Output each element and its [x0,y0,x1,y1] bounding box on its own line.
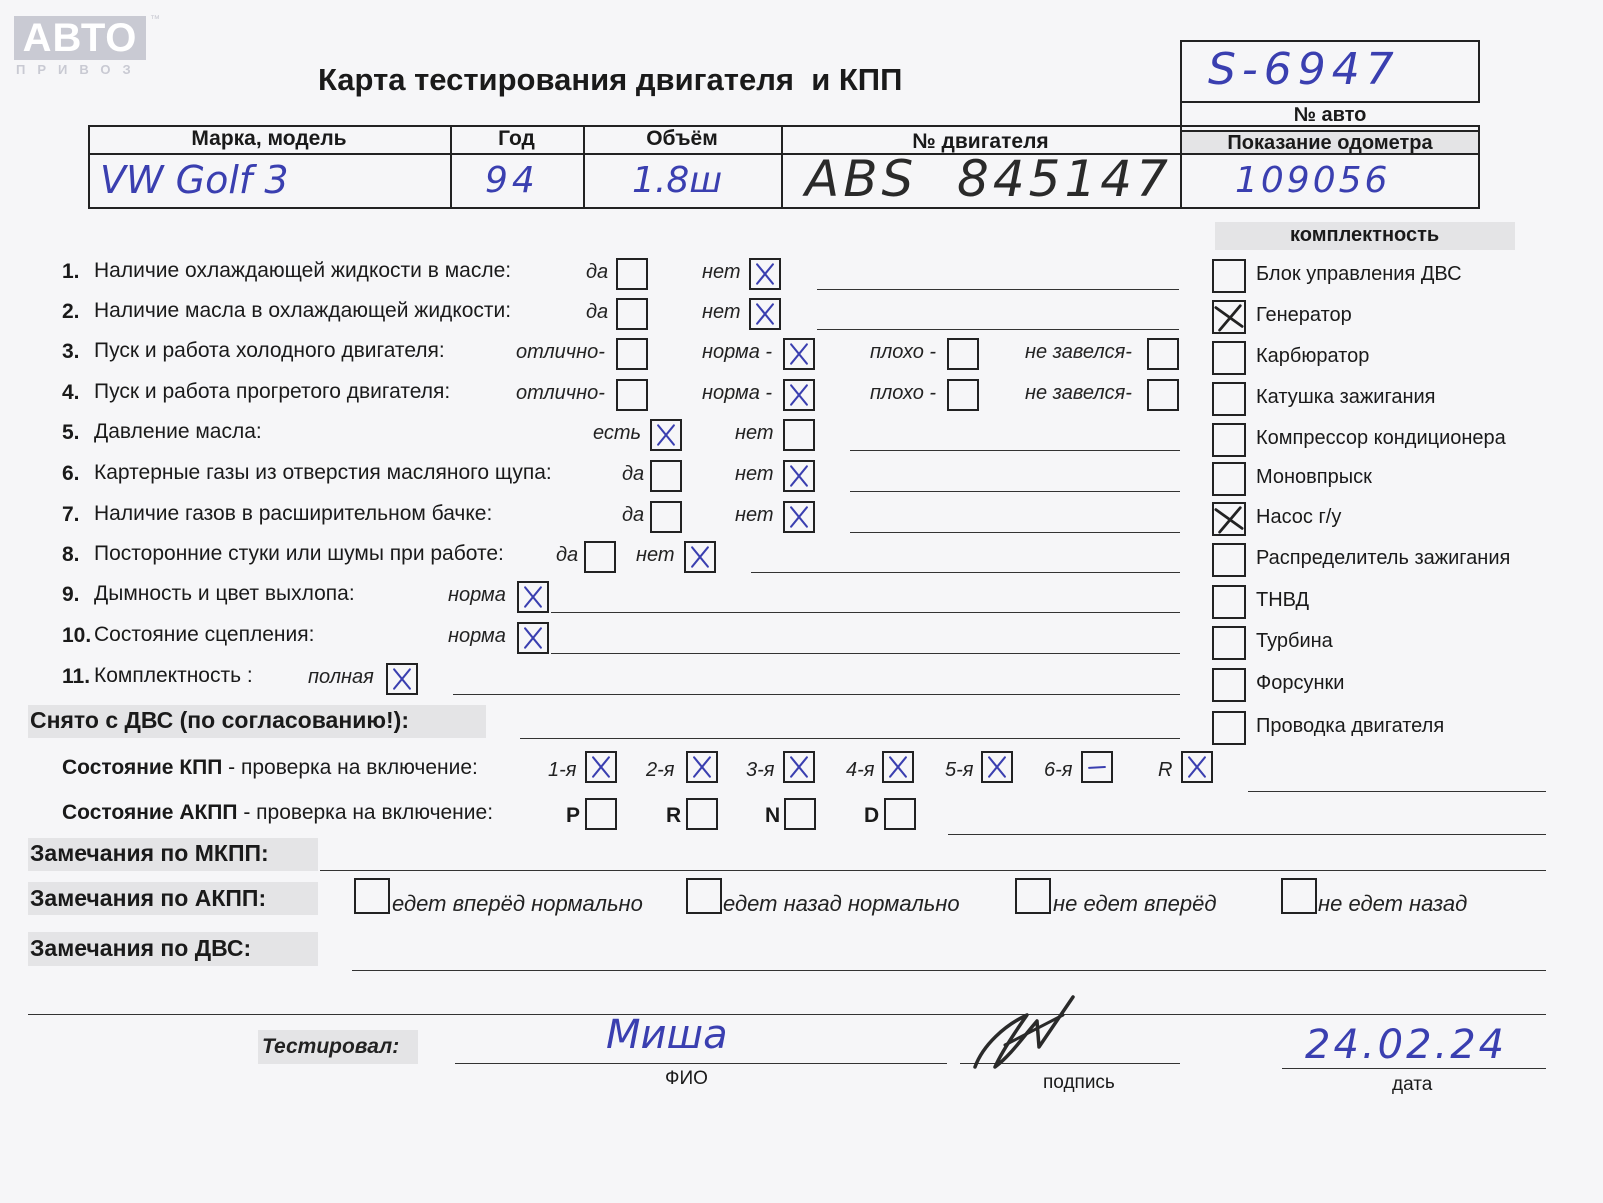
option-checkbox[interactable] [616,379,648,411]
question-text: Пуск и работа прогретого двигателя: [94,380,451,403]
question-notes-line[interactable] [551,653,1180,654]
option-label: да [556,544,579,566]
signature-caption: подпись [1043,1072,1115,1093]
kit-item-label: Форсунки [1256,672,1345,694]
label-year: Год [498,127,535,150]
option-label: отлично- [516,341,605,363]
option-label: полная [308,666,374,688]
kit-checkbox[interactable] [1212,300,1246,334]
option-checkbox[interactable] [684,541,716,573]
check-mark-icon [688,753,716,781]
akpp-remark-label: не едет назад [1318,891,1468,916]
value-odometer: 109056 [1235,160,1391,201]
option-checkbox[interactable] [650,419,682,451]
question-number: 6. [62,462,80,485]
kit-item-label: Насос г/у [1256,506,1342,528]
option-label: нет [702,261,741,283]
kit-checkbox[interactable] [1212,668,1246,702]
option-checkbox[interactable] [783,379,815,411]
name-line[interactable] [455,1063,947,1064]
gear-label: R [1158,759,1173,781]
question-notes-line[interactable] [551,612,1180,613]
option-label: отлично- [516,382,605,404]
label-make-model: Марка, модель [191,127,347,150]
question-notes-line[interactable] [817,329,1179,330]
question-text: Наличие газов в расширительном бачке: [94,502,493,525]
name-caption: ФИО [665,1068,708,1089]
akpp-suffix: - проверка на включение: [237,801,494,824]
question-number: 2. [62,300,80,323]
gear-label: 5-я [945,759,974,781]
check-mark-icon [983,753,1011,781]
kpp-suffix: - проверка на включение: [222,756,478,779]
signature-mark [965,985,1090,1080]
dash-mark-icon [1083,753,1111,781]
option-checkbox[interactable] [783,419,815,451]
akpp-mode-checkbox[interactable] [884,798,916,830]
option-checkbox[interactable] [517,581,549,613]
option-checkbox[interactable] [783,460,815,492]
akpp-remark-label: едет вперёд нормально [392,891,643,916]
option-label: нет [735,463,774,485]
date-value: 24.02.24 [1305,1022,1508,1068]
check-mark-icon [587,753,615,781]
option-checkbox[interactable] [386,663,418,695]
check-mark-icon [1183,753,1211,781]
remarks-dvs-line-1[interactable] [352,970,1546,971]
option-checkbox[interactable] [1147,379,1179,411]
value-year: 94 [485,160,539,201]
option-checkbox[interactable] [517,622,549,654]
gear-label: 3-я [746,759,775,781]
kit-item-label: Проводка двигателя [1256,715,1445,737]
question-number: 11. [62,665,91,688]
gear-label: 2-я [646,759,675,781]
kit-checkbox[interactable] [1212,626,1246,660]
question-number: 7. [62,503,80,526]
check-mark-icon [652,421,680,449]
kit-title: комплектность [1290,224,1440,246]
remarks-dvs-label: Замечания по ДВС: [30,935,252,961]
option-checkbox[interactable] [783,338,815,370]
gear-label: 4-я [846,759,875,781]
kit-item-label: Турбина [1256,630,1333,652]
akpp-remark-checkbox[interactable] [1281,878,1317,914]
akpp-mode-label: R [666,804,682,827]
option-label: норма [448,625,506,647]
removed-label: Снято с ДВС (по согласованию!): [30,707,409,733]
option-label: норма [448,584,506,606]
question-text: Состояние сцепления: [94,623,315,646]
kit-checkbox[interactable] [1212,341,1246,375]
kpp-line[interactable] [1248,791,1546,792]
option-checkbox[interactable] [650,460,682,492]
question-text: Дымность и цвет выхлопа: [94,582,355,605]
gear-checkbox[interactable] [686,751,718,783]
kit-checkbox[interactable] [1212,462,1246,496]
kit-checkbox[interactable] [1212,502,1246,536]
question-number: 10. [62,624,92,647]
check-mark-icon [785,503,813,531]
akpp-remark-label: едет назад нормально [723,891,960,916]
option-checkbox[interactable] [616,298,648,330]
option-checkbox[interactable] [749,298,781,330]
option-label: плохо - [870,382,937,404]
gear-checkbox[interactable] [1181,751,1213,783]
date-caption: дата [1392,1074,1433,1095]
question-notes-line[interactable] [850,491,1180,492]
stock-number-label: № авто [1293,104,1367,126]
question-text: Пуск и работа холодного двигателя: [94,339,445,362]
question-notes-line[interactable] [453,694,1180,695]
value-make-model: VW Golf 3 [100,158,289,202]
check-mark-icon [785,462,813,490]
kit-checkbox[interactable] [1212,259,1246,293]
option-label: да [586,301,609,323]
option-checkbox[interactable] [749,258,781,290]
kit-item-label: Моновпрыск [1256,466,1372,488]
gear-checkbox[interactable] [882,751,914,783]
question-notes-line[interactable] [850,532,1180,533]
question-notes-line[interactable] [817,289,1179,290]
kit-item-label: Катушка зажигания [1256,386,1436,408]
akpp-mode-checkbox[interactable] [686,798,718,830]
option-label: да [586,261,609,283]
logo [14,14,160,77]
kit-item-label: Распределитель зажигания [1256,547,1511,569]
option-label: нет [702,301,741,323]
option-checkbox[interactable] [947,379,979,411]
gear-checkbox[interactable] [585,751,617,783]
kit-item-label: ТНВД [1256,589,1310,611]
stock-number-value: S-6947 [1208,44,1400,95]
option-checkbox[interactable] [1147,338,1179,370]
option-label: нет [735,504,774,526]
logo-sub: ПРИВОЗ [16,62,143,77]
value-engine-number: ABS 845147 [805,150,1172,208]
option-checkbox[interactable] [584,541,616,573]
akpp-line[interactable] [948,834,1546,835]
gear-checkbox[interactable] [981,751,1013,783]
kit-checkbox[interactable] [1212,382,1246,416]
logo-tm: ™ [150,14,160,25]
option-checkbox[interactable] [616,258,648,290]
question-number: 4. [62,381,80,404]
option-label: нет [735,422,774,444]
logo-main: АВТО [14,16,146,60]
check-mark-icon [519,624,547,652]
check-mark-icon [1214,302,1244,332]
akpp-title: Состояние АКПП [62,801,238,824]
akpp-mode-checkbox[interactable] [784,798,816,830]
question-text: Картерные газы из отверстия масляного щупа: [94,461,552,484]
question-number: 8. [62,543,80,566]
akpp-remark-checkbox[interactable] [354,878,390,914]
akpp-mode-checkbox[interactable] [585,798,617,830]
check-mark-icon [519,583,547,611]
option-checkbox[interactable] [947,338,979,370]
option-checkbox[interactable] [783,501,815,533]
question-notes-line[interactable] [751,572,1180,573]
kit-checkbox[interactable] [1212,585,1246,619]
kit-item-label: Блок управления ДВС [1256,263,1462,285]
check-mark-icon [1214,504,1244,534]
check-mark-icon [884,753,912,781]
question-text: Наличие охлаждающей жидкости в масле: [94,259,512,282]
option-checkbox[interactable] [650,501,682,533]
option-label: не завелся- [1025,382,1132,404]
check-mark-icon [785,753,813,781]
akpp-remark-label: не едет вперёд [1053,891,1217,916]
remarks-akpp-label: Замечания по АКПП: [30,885,267,911]
label-volume: Объём [646,127,718,150]
kit-item-label: Генератор [1256,304,1352,326]
option-label: не завелся- [1025,341,1132,363]
remarks-dvs-line-2[interactable] [28,1014,1546,1015]
gear-checkbox[interactable] [783,751,815,783]
question-text: Наличие масла в охлаждающей жидкости: [94,299,512,322]
option-label: норма - [702,341,773,363]
akpp-remark-checkbox[interactable] [686,878,722,914]
gear-label: 1-я [548,759,577,781]
option-label: нет [636,544,675,566]
question-number: 9. [62,583,80,606]
akpp-mode-label: P [566,804,581,827]
akpp-row [62,801,493,825]
kit-checkbox[interactable] [1212,711,1246,745]
gear-checkbox[interactable] [1081,751,1113,783]
akpp-remark-checkbox[interactable] [1015,878,1051,914]
tester-name: Миша [606,1012,728,1058]
check-mark-icon [785,340,813,368]
option-label: да [622,504,645,526]
check-mark-icon [751,300,779,328]
remarks-mkpp-label: Замечания по МКПП: [30,840,269,866]
option-label: да [622,463,645,485]
kit-checkbox[interactable] [1212,423,1246,457]
check-mark-icon [686,543,714,571]
remarks-mkpp-line[interactable] [320,870,1546,871]
check-mark-icon [785,381,813,409]
question-text: Давление масла: [94,420,262,443]
check-mark-icon [388,665,416,693]
kpp-row [62,756,478,780]
tested-label: Тестировал: [262,1035,400,1058]
value-volume: 1.8ш [632,160,723,201]
kit-checkbox[interactable] [1212,543,1246,577]
question-text: Посторонние стуки или шумы при работе: [94,542,504,565]
question-notes-line[interactable] [850,450,1180,451]
akpp-mode-label: D [864,804,880,827]
check-mark-icon [751,260,779,288]
option-checkbox[interactable] [616,338,648,370]
option-label: плохо - [870,341,937,363]
kpp-title: Состояние КПП [62,756,223,779]
question-number: 1. [62,260,80,283]
removed-line[interactable] [520,738,1180,739]
question-number: 3. [62,340,80,363]
question-text: Комплектность : [94,664,253,687]
gear-label: 6-я [1044,759,1073,781]
label-engine-number: № двигателя [912,130,1049,153]
question-number: 5. [62,421,80,444]
option-label: норма - [702,382,773,404]
date-line[interactable] [1282,1068,1546,1069]
label-odometer: Показание одометра [1227,132,1433,154]
option-label: есть [593,422,642,444]
kit-item-label: Компрессор кондиционера [1256,427,1506,449]
page-title: Карта тестирования двигателя и КПП [318,62,903,97]
akpp-mode-label: N [765,804,781,827]
kit-item-label: Карбюратор [1256,345,1370,367]
